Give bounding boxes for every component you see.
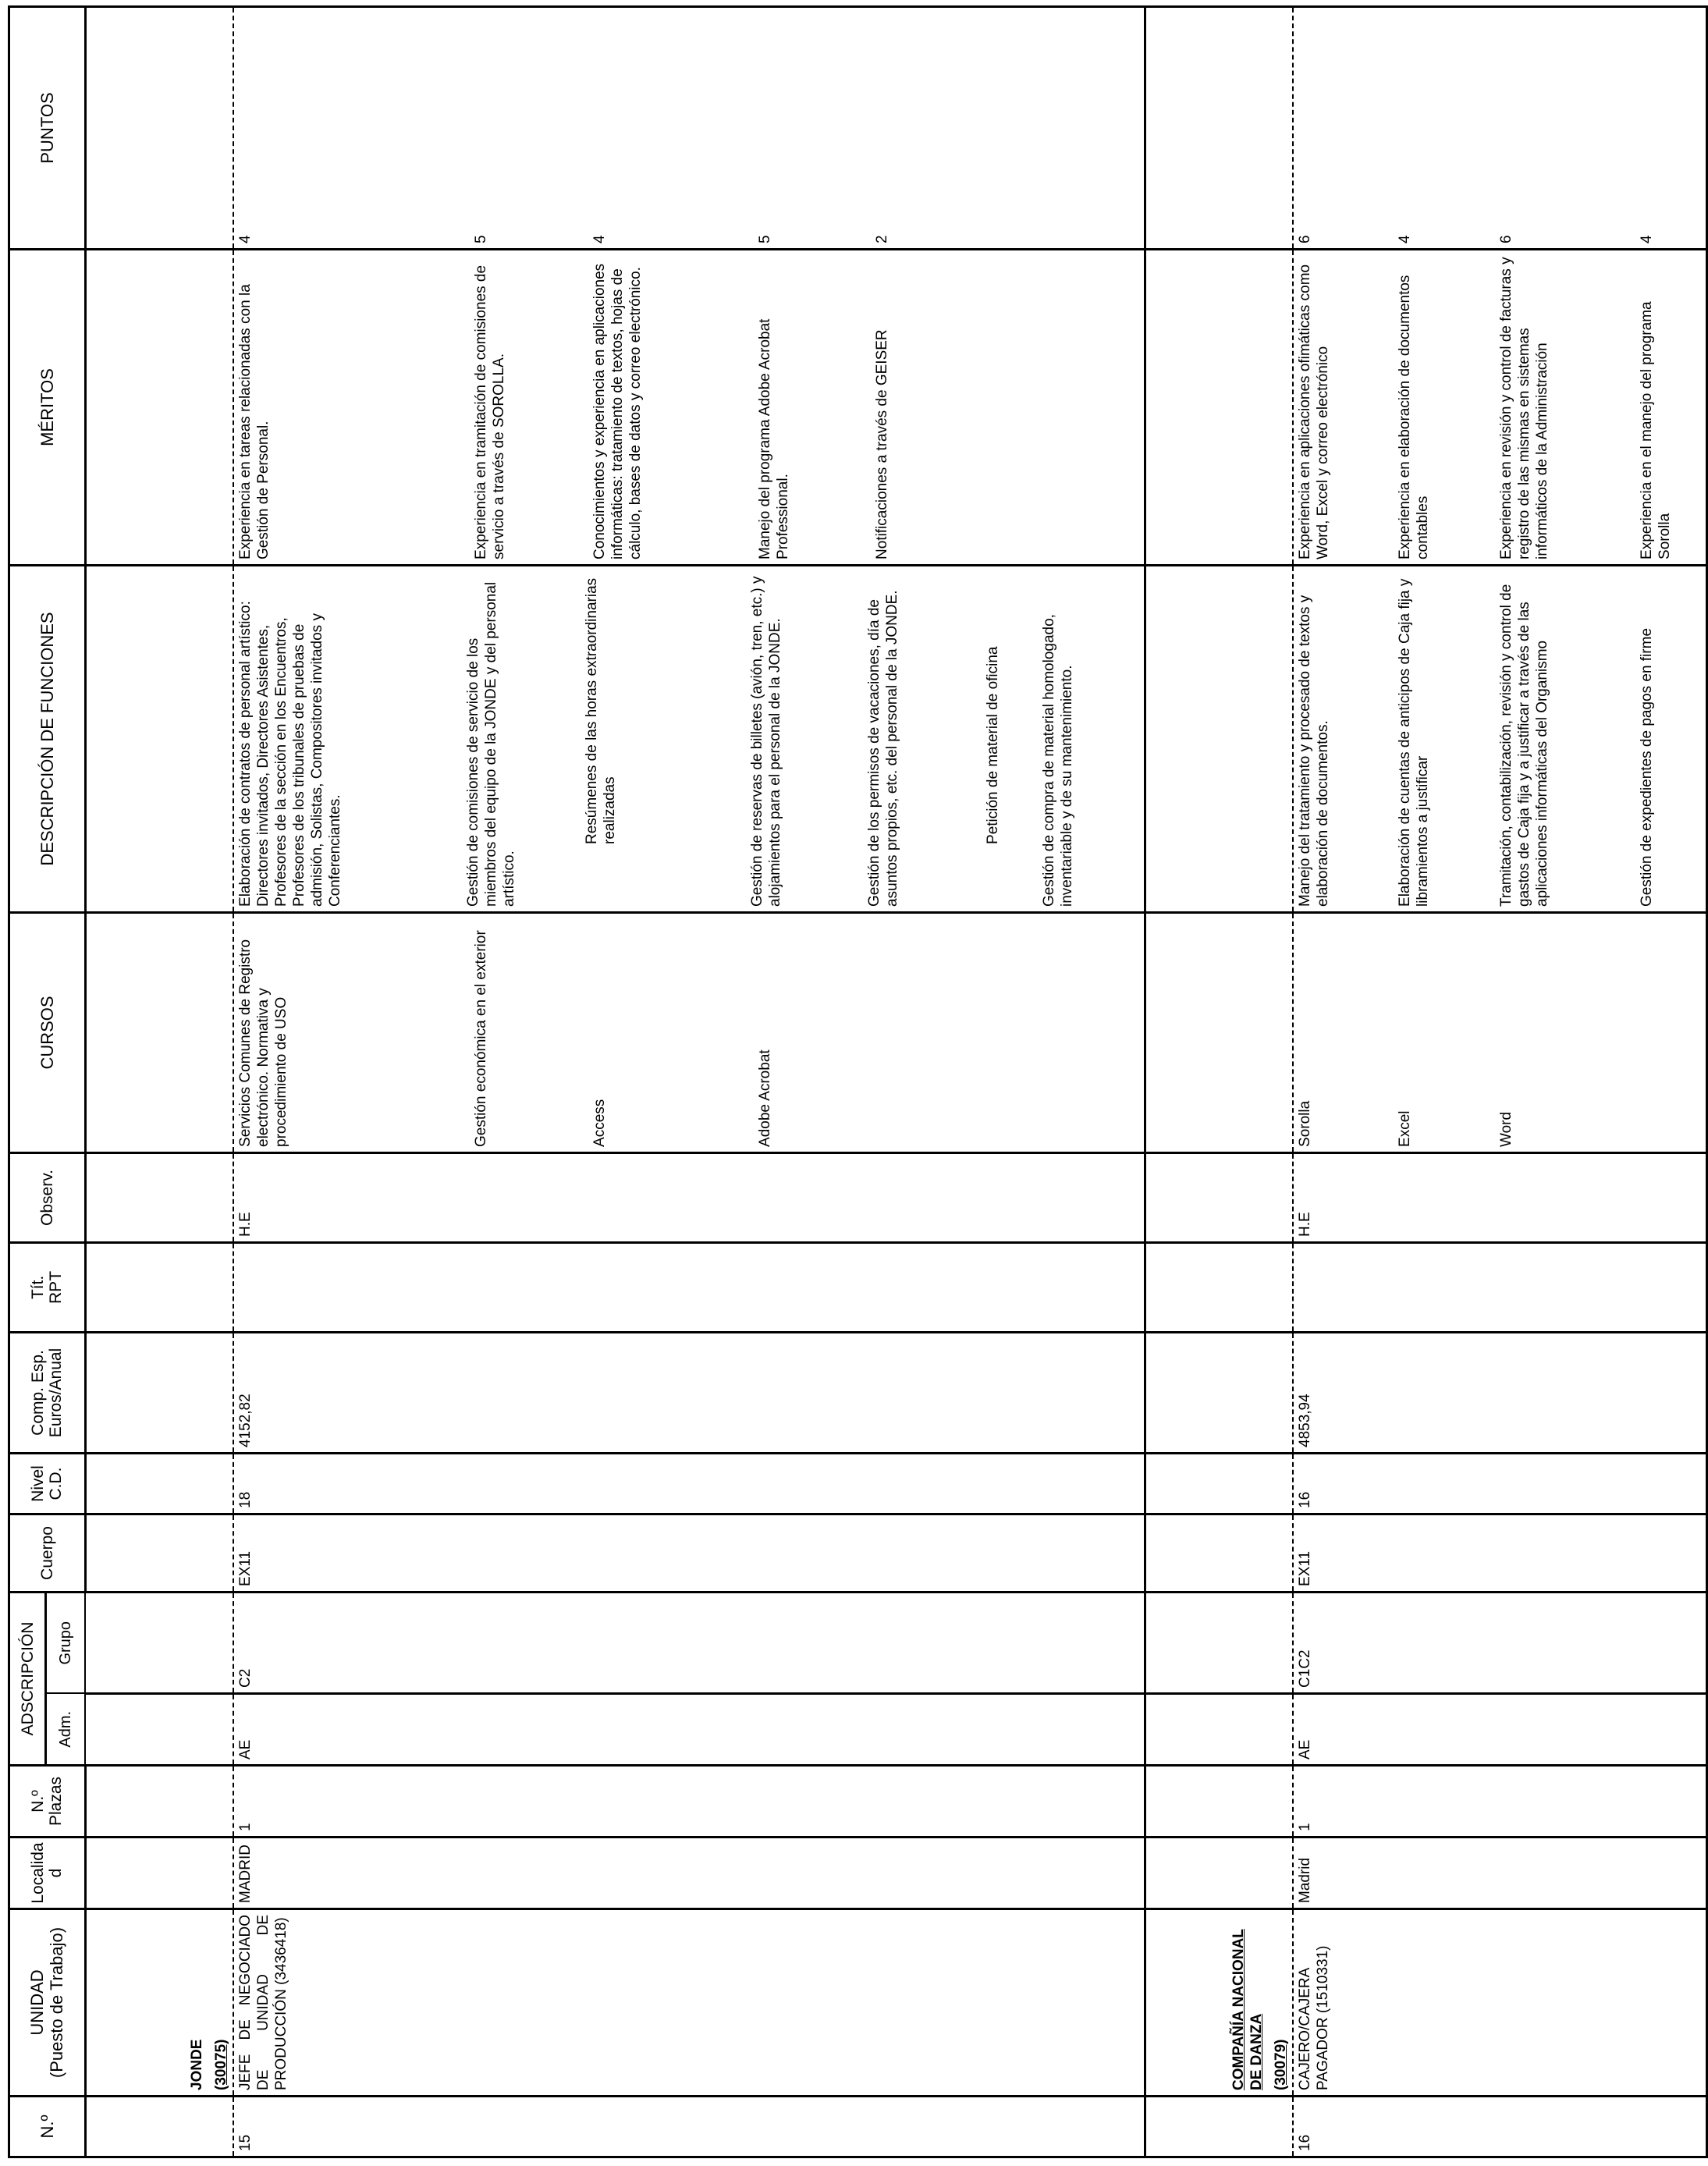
- funcion-item: Gestión de los permisos de vacaciones, día de asuntos propios, etc. del personal de la JONDE.: [865, 590, 900, 907]
- job-nivel: 16: [1293, 1453, 1687, 1514]
- curso-item: Adobe Acrobat: [756, 1049, 773, 1147]
- job-comp: 4152,82: [233, 1332, 1145, 1453]
- curso-item: Servicios Comunes de Registro electrónico. Normativa y procedimiento de USO: [236, 939, 289, 1147]
- header-tit-rpt: Tít. RPT: [9, 1242, 86, 1332]
- unit-name: JONDE: [85, 1909, 212, 2097]
- header-plazas: N.º Plazas: [9, 1766, 86, 1838]
- job-plazas: 1: [233, 1766, 1145, 1838]
- header-grupo: Grupo: [46, 1592, 86, 1693]
- header-adscripcion: ADSCRIPCIÓN: [9, 1592, 46, 1765]
- curso-item: Excel: [1396, 1110, 1413, 1147]
- header-funciones: DESCRIPCIÓN DE FUNCIONES: [9, 565, 86, 912]
- merito-item: Experiencia en elaboración de documentos contables: [1396, 275, 1431, 559]
- funcion-item: Resúmenes de las horas extraordinarias realizadas: [583, 577, 618, 844]
- section-row: [85, 6, 212, 2157]
- header-unidad: UNIDAD (Puesto de Trabajo): [9, 1909, 86, 2097]
- positions-table: [8, 5, 1708, 2158]
- merito-item: Experiencia en tareas relacionadas con la Gestión de Personal.: [236, 284, 272, 559]
- table-row: [1293, 6, 1687, 2157]
- job-puntos: [233, 6, 1145, 249]
- unit-code: (30079): [1272, 1909, 1293, 2097]
- job-localidad: Madrid: [1293, 1838, 1687, 1909]
- merito-item: Manejo del programa Adobe Acrobat Professional.: [756, 318, 791, 559]
- job-puntos: [1293, 6, 1687, 249]
- curso-item: Access: [591, 1099, 608, 1147]
- funcion-item: Manejo del tratamiento y procesado de textos y elaboración de documentos.: [1296, 595, 1331, 907]
- job-cuerpo: EX11: [1293, 1514, 1687, 1592]
- curso-item: Gestión económica en el exterior: [472, 930, 489, 1147]
- job-tit: [1293, 1242, 1687, 1332]
- puntos-item: 4: [591, 235, 608, 243]
- merito-item: Experiencia en tramitación de comisiones de servicio a través de SOROLLA.: [472, 265, 507, 559]
- merito-item: Conocimientos y experiencia en aplicaciones informáticas: tratamiento de textos, hojas de cálculo, bases de datos y correo electrónico.: [591, 263, 644, 559]
- puntos-item: 5: [472, 235, 489, 243]
- job-cursos: [233, 912, 1145, 1152]
- unit-name: COMPAÑÍA NACIONAL DE DANZA: [1145, 1909, 1272, 2097]
- header-adm: Adm.: [46, 1694, 86, 1766]
- merito-item: Experiencia en revisión y control de facturas y registro de las mismas en sistemas informáticos de la Administración: [1497, 257, 1550, 559]
- job-observ: H.E: [1293, 1152, 1687, 1242]
- merito-item: Notificaciones a través de GEISER: [873, 329, 890, 559]
- unit-code-row: [212, 6, 233, 2157]
- puntos-item: 4: [1396, 235, 1413, 243]
- funcion-item: Elaboración de contratos de personal artístico: Directores invitados, Directores Asistentes, Profesores de la sección en los Encuentros, Profesores de los tribunales de pruebas de admisión, Solistas, Compositores invitados y Conferenciantes.: [236, 601, 343, 907]
- puntos-item: 6: [1497, 235, 1514, 243]
- header-puntos: PUNTOS: [9, 6, 86, 249]
- merito-item: Experiencia en el manejo del programa Sorolla: [1638, 301, 1673, 559]
- table-header: [9, 6, 86, 2157]
- curso-item: Word: [1497, 1111, 1514, 1147]
- funcion-item: Elaboración de cuentas de anticipos de Caja fija y libramientos a justificar: [1396, 578, 1431, 907]
- header-nivel: Nivel C.D.: [9, 1453, 86, 1514]
- puntos-item: 5: [756, 235, 773, 243]
- job-cuerpo: EX11: [233, 1514, 1145, 1592]
- puntos-item: 4: [236, 235, 254, 243]
- job-funciones: [1293, 565, 1687, 912]
- funcion-item: Gestión de comisiones de servicio de los miembros del equipo de la JONDE y del personal artístico.: [464, 581, 517, 907]
- job-cursos: [1293, 912, 1687, 1152]
- job-title: JEFE DE NEGOCIADO DE UNIDAD DE PRODUCCIÓN (3436418): [233, 1909, 1145, 2097]
- puntos-item: 4: [1638, 235, 1655, 243]
- header-cuerpo: Cuerpo: [9, 1514, 86, 1592]
- section-row: [1145, 6, 1272, 2157]
- funcion-item: Gestión de reservas de billetes (avión, tren, etc.) y alojamientos para el personal de la JONDE.: [748, 576, 783, 907]
- table-bottom-row: [1687, 6, 1707, 2157]
- header-comp-esp: Comp. Esp. Euros/Anual: [9, 1332, 86, 1453]
- job-adm: AE: [233, 1694, 1145, 1766]
- job-localidad: MADRID: [233, 1838, 1145, 1909]
- job-number: 15: [233, 2097, 1145, 2157]
- job-meritos: [233, 249, 1145, 565]
- header-cursos: CURSOS: [9, 912, 86, 1152]
- job-meritos: [1293, 249, 1687, 565]
- funcion-item: Gestión de expedientes de pagos en firme: [1638, 627, 1655, 907]
- job-grupo: C2: [233, 1592, 1145, 1693]
- job-plazas: 1: [1293, 1766, 1687, 1838]
- curso-item: Sorolla: [1296, 1100, 1313, 1147]
- job-number: 16: [1293, 2097, 1687, 2157]
- merito-item: Experiencia en aplicaciones ofimáticas como Word, Excel y correo electrónico: [1296, 264, 1331, 559]
- job-comp: 4853,94: [1293, 1332, 1687, 1453]
- header-localidad: Localidad: [9, 1838, 86, 1909]
- puntos-item: 2: [873, 235, 890, 243]
- job-tit: [233, 1242, 1145, 1332]
- unit-code-row: [1272, 6, 1293, 2157]
- header-meritos: MÉRITOS: [9, 249, 86, 565]
- funcion-item: Tramitación, contabilización, revisión y control de gastos de Caja fija y a justificar a través de las aplicaciones informáticas del Organismo: [1497, 584, 1550, 907]
- funcion-item: Petición de material de oficina: [984, 646, 1001, 844]
- header-n: N.º: [9, 2097, 86, 2157]
- job-adm: AE: [1293, 1694, 1687, 1766]
- job-title: CAJERO/CAJERA PAGADOR (1510331): [1293, 1909, 1687, 2097]
- header-observ: Observ.: [9, 1152, 86, 1242]
- funcion-item: Gestión de compra de material homologado, inventariable y de su mantenimiento.: [1040, 614, 1075, 907]
- table-row: [233, 6, 1145, 2157]
- job-funciones: [233, 565, 1145, 912]
- job-grupo: C1C2: [1293, 1592, 1687, 1693]
- job-observ: H.E: [233, 1152, 1145, 1242]
- unit-code: (30075): [212, 1909, 233, 2097]
- job-nivel: 18: [233, 1453, 1145, 1514]
- puntos-item: 6: [1296, 235, 1313, 243]
